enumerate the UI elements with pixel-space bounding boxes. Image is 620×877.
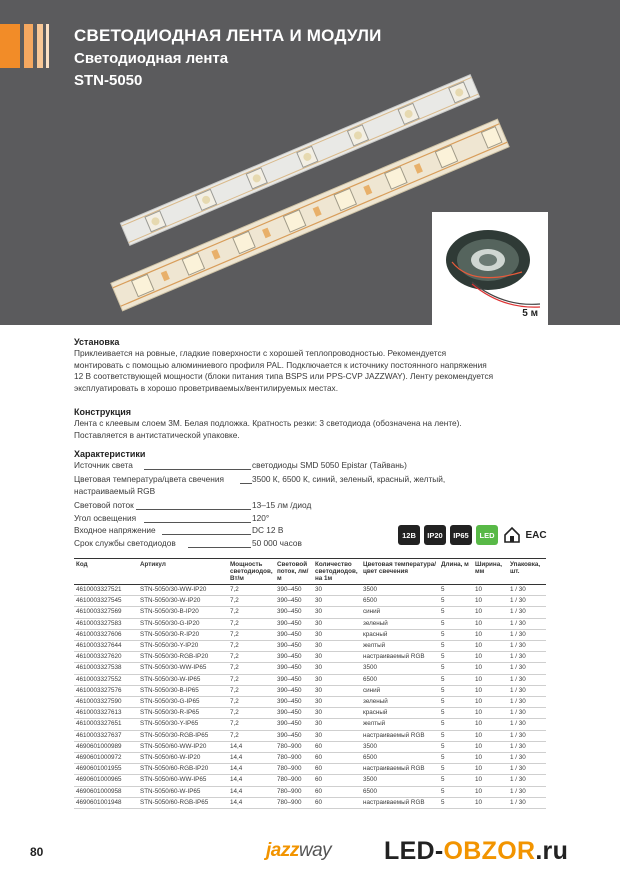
table-cell: 30 — [313, 685, 361, 696]
table-row — [74, 719, 546, 730]
table-cell: 1 / 30 — [508, 753, 546, 764]
spec-value: 120° — [252, 513, 270, 523]
table-row — [74, 641, 546, 652]
table-cell: 10 — [473, 618, 508, 629]
table-cell: 4610003327569 — [74, 607, 138, 618]
construction-text — [74, 418, 544, 441]
table-cell: 60 — [313, 764, 361, 775]
table-cell: STN-5050/30-B-IP65 — [138, 685, 228, 696]
table-cell: 14,4 — [228, 775, 275, 786]
table-cell: 390–450 — [275, 719, 313, 730]
column-header: Упаковка, шт. — [510, 561, 541, 575]
table-cell: 10 — [473, 775, 508, 786]
table-cell: 780–900 — [275, 797, 313, 808]
table-row — [74, 663, 546, 674]
table-cell: 4690601000972 — [74, 753, 138, 764]
table-cell: желтый — [361, 641, 439, 652]
spec-value: 3500 К, 6500 К, синий, зеленый, красный, желтый, — [252, 474, 446, 484]
table-cell: 60 — [313, 775, 361, 786]
table-cell: 390–450 — [275, 585, 313, 596]
table-cell: 780–900 — [275, 753, 313, 764]
table-cell: 1 / 30 — [508, 685, 546, 696]
table-cell: синий — [361, 607, 439, 618]
specs-title: Характеристики — [74, 449, 146, 459]
table-cell: 30 — [313, 618, 361, 629]
table-cell: 10 — [473, 753, 508, 764]
table-cell: 30 — [313, 730, 361, 741]
table-cell: 1 / 30 — [508, 585, 546, 596]
table-cell: STN-5050/30-RGB-IP20 — [138, 652, 228, 663]
table-cell: зеленый — [361, 697, 439, 708]
table-row — [74, 618, 546, 629]
table-cell: 1 / 30 — [508, 764, 546, 775]
table-cell: STN-5050/30-W-IP65 — [138, 674, 228, 685]
table-cell: 1 / 30 — [508, 663, 546, 674]
table-cell: 5 — [439, 607, 473, 618]
table-cell: 60 — [313, 741, 361, 752]
table-cell: 30 — [313, 674, 361, 685]
site-watermark — [384, 837, 568, 866]
site-part: .ru — [535, 837, 569, 865]
table-cell: 7,2 — [228, 641, 275, 652]
length-caption: 5 м — [522, 308, 538, 319]
table-cell: 10 — [473, 697, 508, 708]
table-cell: 5 — [439, 753, 473, 764]
table-cell: 10 — [473, 585, 508, 596]
spec-label: Угол освещения — [74, 513, 137, 523]
table-cell: 7,2 — [228, 708, 275, 719]
table-cell: 30 — [313, 652, 361, 663]
table-cell: 10 — [473, 629, 508, 640]
table-cell: 5 — [439, 730, 473, 741]
construction-line: Лента с клеевым слоем 3М. Белая подложка. Кратность резки: 3 светодиода (обозначена на ленте). — [74, 418, 462, 428]
column-header: Световой поток, лм/м — [277, 561, 309, 582]
product-category: Светодиодная лента — [74, 50, 229, 67]
table-cell: 14,4 — [228, 741, 275, 752]
brand-part: jazz — [266, 840, 299, 861]
table-cell: синий — [361, 685, 439, 696]
table-cell: 4690601001955 — [74, 764, 138, 775]
table-cell: STN-5050/60-WW-IP65 — [138, 775, 228, 786]
table-cell: 5 — [439, 618, 473, 629]
column-header: Количество светодиодов, на 1м — [315, 561, 358, 582]
table-cell: 7,2 — [228, 618, 275, 629]
table-cell: 390–450 — [275, 641, 313, 652]
table-cell: 6500 — [361, 753, 439, 764]
table-cell: 7,2 — [228, 607, 275, 618]
table-cell: 390–450 — [275, 652, 313, 663]
table-cell: 5 — [439, 674, 473, 685]
spec-row — [74, 474, 534, 485]
install-text — [74, 348, 544, 394]
table-cell: 5 — [439, 741, 473, 752]
table-cell: 5 — [439, 775, 473, 786]
spec-label: настраиваемый RGB — [74, 486, 156, 496]
table-cell: 4610003327613 — [74, 708, 138, 719]
table-cell: 30 — [313, 663, 361, 674]
table-cell: 30 — [313, 596, 361, 607]
spec-row — [74, 500, 474, 511]
table-row — [74, 764, 546, 775]
table-cell: 14,4 — [228, 764, 275, 775]
table-cell: 7,2 — [228, 663, 275, 674]
column-header: Цветовая температура/ цвет свечения — [363, 561, 436, 575]
table-cell: 30 — [313, 629, 361, 640]
table-cell: 5 — [439, 641, 473, 652]
table-cell: 4610003327620 — [74, 652, 138, 663]
table-cell: 390–450 — [275, 685, 313, 696]
table-row — [74, 585, 546, 596]
table-cell: 1 / 30 — [508, 652, 546, 663]
table-cell: 60 — [313, 753, 361, 764]
table-cell: 390–450 — [275, 730, 313, 741]
spec-label: Цветовая температура/цвета свечения — [74, 474, 224, 484]
table-cell: STN-5050/30-Y-IP65 — [138, 719, 228, 730]
table-cell: 5 — [439, 663, 473, 674]
spec-row — [74, 486, 274, 497]
spec-row — [74, 513, 474, 524]
table-cell: 3500 — [361, 741, 439, 752]
table-cell: 10 — [473, 764, 508, 775]
table-cell: 1 / 30 — [508, 719, 546, 730]
install-title: Установка — [74, 337, 120, 347]
table-cell: 14,4 — [228, 797, 275, 808]
table-cell: 4610003327637 — [74, 730, 138, 741]
table-cell: 14,4 — [228, 753, 275, 764]
table-cell: STN-5050/30-WW-IP65 — [138, 663, 228, 674]
table-row — [74, 775, 546, 786]
table-row — [74, 741, 546, 752]
table-cell: 30 — [313, 641, 361, 652]
table-cell: 4610003327651 — [74, 719, 138, 730]
install-line: Приклеивается на ровные, гладкие поверхности с хорошей теплопроводностью. Рекомендуется — [74, 348, 447, 358]
ip65-badge: IP65 — [450, 525, 472, 545]
table-cell: 10 — [473, 685, 508, 696]
table-cell: 4610003327590 — [74, 697, 138, 708]
led-badge: LED — [476, 525, 498, 545]
column-header: Код — [76, 561, 88, 568]
spec-label: Срок службы светодиодов — [74, 538, 176, 548]
table-row — [74, 596, 546, 607]
table-cell: 10 — [473, 741, 508, 752]
voltage-badge: 12В — [398, 525, 420, 545]
table-cell: 1 / 30 — [508, 629, 546, 640]
table-cell: настраиваемый RGB — [361, 652, 439, 663]
table-cell: 1 / 30 — [508, 641, 546, 652]
table-row — [74, 697, 546, 708]
table-cell: 390–450 — [275, 663, 313, 674]
table-cell: 4610003327583 — [74, 618, 138, 629]
construction-line: Поставляется в антистатической упаковке. — [74, 429, 240, 440]
table-cell: 30 — [313, 708, 361, 719]
table-cell: 7,2 — [228, 585, 275, 596]
spec-label: Входное напряжение — [74, 525, 156, 535]
table-cell: 3500 — [361, 585, 439, 596]
brand-part: way — [298, 840, 332, 861]
jazzway-logo — [266, 840, 331, 862]
table-cell: STN-5050/30-W-IP20 — [138, 596, 228, 607]
install-line: эксплуатировать в хорошо проветриваемых/вентилируемых местах. — [74, 382, 339, 393]
table-cell: 4610003327644 — [74, 641, 138, 652]
column-header: Ширина, мм — [475, 561, 502, 575]
table-cell: 1 / 30 — [508, 697, 546, 708]
table-cell: 3500 — [361, 663, 439, 674]
spec-label: Источник света — [74, 460, 133, 470]
table-cell: STN-5050/60-WW-IP20 — [138, 741, 228, 752]
table-cell: 780–900 — [275, 741, 313, 752]
section-title: СВЕТОДИОДНАЯ ЛЕНТА И МОДУЛИ — [74, 26, 382, 45]
table-cell: 10 — [473, 674, 508, 685]
table-cell: 10 — [473, 708, 508, 719]
table-cell: 780–900 — [275, 764, 313, 775]
table-cell: 1 / 30 — [508, 607, 546, 618]
reel-photo — [432, 212, 548, 325]
column-header: Длина, м — [441, 561, 469, 568]
table-cell: 1 / 30 — [508, 797, 546, 808]
table-cell: 30 — [313, 585, 361, 596]
table-cell: 10 — [473, 596, 508, 607]
table-cell: 7,2 — [228, 685, 275, 696]
table-cell: 4690601000965 — [74, 775, 138, 786]
table-cell: 5 — [439, 797, 473, 808]
house-icon — [502, 525, 522, 545]
table-cell: 10 — [473, 652, 508, 663]
table-cell: зеленый — [361, 618, 439, 629]
table-cell: 390–450 — [275, 674, 313, 685]
install-line: монтировать с помощью алюминиевого профиля PAL. Подключается к источнику постоянного напряжения — [74, 359, 487, 370]
table-cell: STN-5050/60-RGB-IP20 — [138, 764, 228, 775]
header-band — [0, 0, 620, 325]
table-cell: STN-5050/30-G-IP65 — [138, 697, 228, 708]
table-cell: 5 — [439, 629, 473, 640]
table-cell: 10 — [473, 641, 508, 652]
table-cell: красный — [361, 708, 439, 719]
table-cell: 10 — [473, 730, 508, 741]
table-cell: 7,2 — [228, 697, 275, 708]
table-cell: 1 / 30 — [508, 708, 546, 719]
table-cell: STN-5050/30-G-IP20 — [138, 618, 228, 629]
table-cell: 1 / 30 — [508, 786, 546, 797]
site-part: OBZOR — [443, 837, 536, 865]
spec-value: DC 12 В — [252, 525, 284, 535]
page-number: 80 — [30, 845, 44, 859]
table-cell: 6500 — [361, 674, 439, 685]
table-row — [74, 652, 546, 663]
table-cell: 10 — [473, 797, 508, 808]
table-cell: 10 — [473, 663, 508, 674]
table-cell: 30 — [313, 719, 361, 730]
table-cell: красный — [361, 629, 439, 640]
table-cell: 7,2 — [228, 652, 275, 663]
table-row — [74, 685, 546, 696]
table-cell: STN-5050/60-RGB-IP65 — [138, 797, 228, 808]
table-cell: 390–450 — [275, 607, 313, 618]
table-cell: 1 / 30 — [508, 674, 546, 685]
table-cell: STN-5050/30-B-IP20 — [138, 607, 228, 618]
column-header: Мощность светодиодов, Вт/м — [230, 561, 273, 582]
table-cell: 1 / 30 — [508, 596, 546, 607]
table-cell: 5 — [439, 596, 473, 607]
table-cell: 5 — [439, 786, 473, 797]
table-cell: 5 — [439, 697, 473, 708]
table-cell: 5 — [439, 685, 473, 696]
eac-mark: EAC — [525, 525, 547, 545]
spec-value: 50 000 часов — [252, 538, 302, 548]
table-row — [74, 753, 546, 764]
table-cell: 7,2 — [228, 719, 275, 730]
table-cell: 1 / 30 — [508, 775, 546, 786]
table-cell: 390–450 — [275, 596, 313, 607]
table-cell: 4690601000958 — [74, 786, 138, 797]
table-cell: STN-5050/30-R-IP65 — [138, 708, 228, 719]
table-row — [74, 607, 546, 618]
table-row — [74, 797, 546, 808]
ip20-badge: IP20 — [424, 525, 446, 545]
table-cell: 5 — [439, 708, 473, 719]
table-row — [74, 674, 546, 685]
table-cell: 4610003327538 — [74, 663, 138, 674]
table-cell: STN-5050/30-WW-IP20 — [138, 585, 228, 596]
table-cell: 10 — [473, 719, 508, 730]
table-cell: STN-5050/60-W-IP65 — [138, 786, 228, 797]
table-cell: STN-5050/30-RGB-IP65 — [138, 730, 228, 741]
table-row — [74, 730, 546, 741]
table-cell: STN-5050/30-R-IP20 — [138, 629, 228, 640]
site-part: LED- — [384, 837, 444, 865]
table-row — [74, 629, 546, 640]
table-cell: 7,2 — [228, 596, 275, 607]
table-cell: 7,2 — [228, 629, 275, 640]
table-row — [74, 786, 546, 797]
table-cell: 780–900 — [275, 786, 313, 797]
table-cell: 5 — [439, 652, 473, 663]
table-cell: 60 — [313, 797, 361, 808]
table-cell: 5 — [439, 585, 473, 596]
table-cell: 1 / 30 — [508, 730, 546, 741]
table-cell: 4610003327552 — [74, 674, 138, 685]
table-cell: STN-5050/30-Y-IP20 — [138, 641, 228, 652]
table-cell: 14,4 — [228, 786, 275, 797]
table-cell: настраиваемый RGB — [361, 797, 439, 808]
spec-label: Световой поток — [74, 500, 134, 510]
spec-value: 13–15 лм /диод — [252, 500, 312, 510]
table-cell: STN-5050/60-W-IP20 — [138, 753, 228, 764]
table-cell: 1 / 30 — [508, 618, 546, 629]
table-cell: 3500 — [361, 775, 439, 786]
table-cell: 780–900 — [275, 775, 313, 786]
construction-title: Конструкция — [74, 407, 132, 417]
table-cell: 1 / 30 — [508, 741, 546, 752]
table-cell: 10 — [473, 786, 508, 797]
column-header: Артикул — [140, 561, 166, 568]
table-cell: 390–450 — [275, 708, 313, 719]
table-cell: 5 — [439, 719, 473, 730]
table-row — [74, 708, 546, 719]
table-cell: 6500 — [361, 786, 439, 797]
table-cell: 4690601001948 — [74, 797, 138, 808]
table-header-row — [74, 559, 546, 585]
product-model: STN-5050 — [74, 72, 143, 89]
table-cell: 4610003327521 — [74, 585, 138, 596]
table-cell: 60 — [313, 786, 361, 797]
table-cell: настраиваемый RGB — [361, 764, 439, 775]
table-cell: 4610003327576 — [74, 685, 138, 696]
table-cell: 4610003327545 — [74, 596, 138, 607]
table-cell: 10 — [473, 607, 508, 618]
install-line: 12 В соответствующей мощности (блоки питания типа BSPS или PPS-CVP JAZZWAY). Ленту рекомендуется — [74, 371, 494, 381]
table-cell: 4690601000989 — [74, 741, 138, 752]
table-cell: 390–450 — [275, 618, 313, 629]
table-cell: 30 — [313, 607, 361, 618]
table-cell: 390–450 — [275, 629, 313, 640]
table-cell: 6500 — [361, 596, 439, 607]
spec-value: светодиоды SMD 5050 Epistar (Тайвань) — [252, 460, 407, 470]
table-cell: 4610003327606 — [74, 629, 138, 640]
table-cell: 7,2 — [228, 674, 275, 685]
table-cell: 7,2 — [228, 730, 275, 741]
table-cell: 5 — [439, 764, 473, 775]
spec-row — [74, 460, 474, 471]
table-cell: 30 — [313, 697, 361, 708]
table-cell: настраиваемый RGB — [361, 730, 439, 741]
table-cell: 390–450 — [275, 697, 313, 708]
house-icon-shape — [502, 525, 522, 545]
product-table — [74, 558, 546, 809]
table-cell: желтый — [361, 719, 439, 730]
